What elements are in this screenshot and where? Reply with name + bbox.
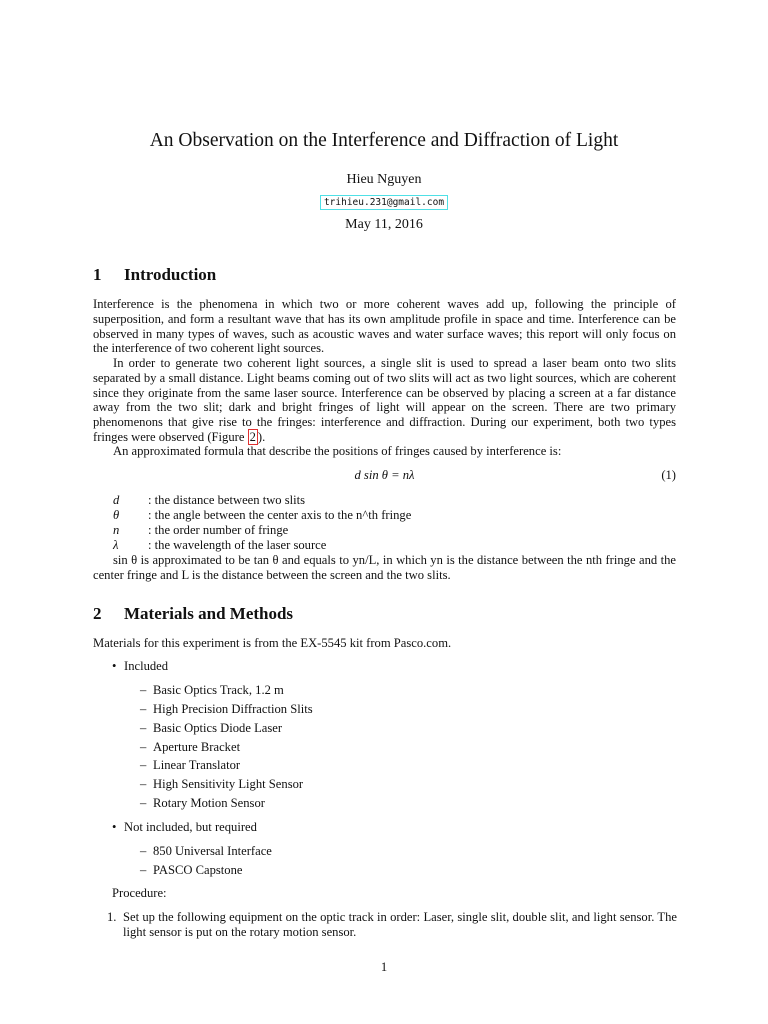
variable-symbol: n (113, 523, 120, 537)
section-heading-materials-methods (93, 604, 293, 624)
dash-icon: – (140, 740, 147, 754)
list-item-text: PASCO Capstone (153, 863, 243, 877)
variable-symbol: λ (113, 538, 119, 552)
section-number: 2 (93, 604, 102, 623)
step-text: Set up the following equipment on the optic track in order: Laser, single slit, double slit, and light sensor. The light sensor is put on the rotary motion sensor. (123, 910, 677, 939)
variable-symbol: d (113, 493, 120, 507)
intro-paragraph-4: sin θ is approximated to be tan θ and equals to yn/L, in which yn is the distance between the nth fringe and the center fringe and L is the distance between the screen and the two slits. (93, 553, 676, 582)
list-item (140, 796, 265, 811)
dash-icon: – (140, 777, 147, 791)
dash-icon: – (140, 796, 147, 810)
bullet-required (112, 820, 257, 835)
figure-reference-link[interactable]: 2 (249, 429, 256, 444)
dash-icon: – (140, 702, 147, 716)
list-item-text: 850 Universal Interface (153, 844, 272, 858)
equation-body: d sin θ = nλ (354, 468, 415, 482)
list-item-text: Basic Optics Diode Laser (153, 721, 283, 735)
dash-icon: – (140, 844, 147, 858)
variable-row (113, 538, 326, 553)
author-name: Hieu Nguyen (346, 172, 422, 187)
variable-desc: : the order number of fringe (148, 523, 289, 537)
dash-icon: – (140, 721, 147, 735)
list-item-text: High Precision Diffraction Slits (153, 702, 313, 716)
variable-desc: : the wavelength of the laser source (148, 538, 327, 552)
section-heading-introduction (93, 265, 216, 285)
materials-intro: Materials for this experiment is from the EX-5545 kit from Pasco.com. (93, 636, 452, 650)
bullet-included (112, 659, 168, 674)
list-item (140, 740, 240, 755)
email-container (0, 190, 768, 210)
list-item (140, 777, 303, 792)
list-item (140, 758, 240, 773)
email-link[interactable]: trihieu.231@gmail.com (320, 195, 448, 210)
list-item-text: High Sensitivity Light Sensor (153, 777, 304, 791)
bullet-label: Not included, but required (124, 820, 257, 834)
list-item-text: Linear Translator (153, 758, 241, 772)
list-item-text: Aperture Bracket (153, 740, 241, 754)
step-number: 1. (107, 910, 117, 924)
intro-paragraph-3: An approximated formula that describe the positions of fringes caused by interference is: (113, 444, 562, 458)
dash-icon: – (140, 863, 147, 877)
variable-desc: : the angle between the center axis to the n^th fringe (148, 508, 412, 522)
variable-row (113, 523, 288, 538)
list-item (140, 683, 284, 698)
page-number: 1 (380, 960, 388, 974)
variable-desc: : the distance between two slits (148, 493, 306, 507)
list-item (140, 721, 282, 736)
dash-icon: – (140, 758, 147, 772)
section-title: Materials and Methods (124, 604, 294, 623)
variable-row (113, 493, 305, 508)
variable-row (113, 508, 411, 523)
equation-number: (1) (661, 468, 676, 482)
section-number: 1 (93, 265, 102, 284)
list-item-text: Rotary Motion Sensor (153, 796, 265, 810)
list-item (140, 863, 242, 878)
intro-paragraph-2-text: In order to generate two coherent light sources, a single slit is used to spread a laser beam onto two slits separated by a small distance. Light beams coming out of two slits will act as two light sources, which are coherent since they originate from the same laser source. Interference can be observed by placing a screen at a far distance away from the two slit; dark and bright fringes of light will appear on the screen. There are two primary phenomenons that give rise to the fringes: interference and diffraction. During our experiment, both two types fringes were observed (Figure (93, 356, 676, 444)
procedure-label: Procedure: (112, 886, 167, 900)
variable-symbol: θ (113, 508, 120, 522)
list-item (140, 844, 272, 859)
list-item (140, 702, 313, 717)
section-title: Introduction (124, 265, 217, 284)
intro-paragraph-2-end: ). (257, 429, 266, 444)
bullet-label: Included (124, 659, 169, 673)
intro-paragraph-2 (93, 356, 676, 445)
list-item-text: Basic Optics Track, 1.2 m (153, 683, 284, 697)
bullet-dot-icon: • (112, 820, 117, 834)
bullet-dot-icon: • (112, 659, 117, 673)
dash-icon: – (140, 683, 147, 697)
intro-paragraph-1: Interference is the phenomena in which two or more coherent waves add up, following the principle of superposition, and form a resultant wave that has its own amplitude profile in space and time. Interference can be observed in many types of waves, such as acoustic waves and water surface waves; this report will only focus on the interference of two coherent light sources. (93, 297, 676, 356)
paper-title: An Observation on the Interference and Diffraction of Light (149, 130, 619, 151)
paper-date: May 11, 2016 (345, 217, 423, 232)
